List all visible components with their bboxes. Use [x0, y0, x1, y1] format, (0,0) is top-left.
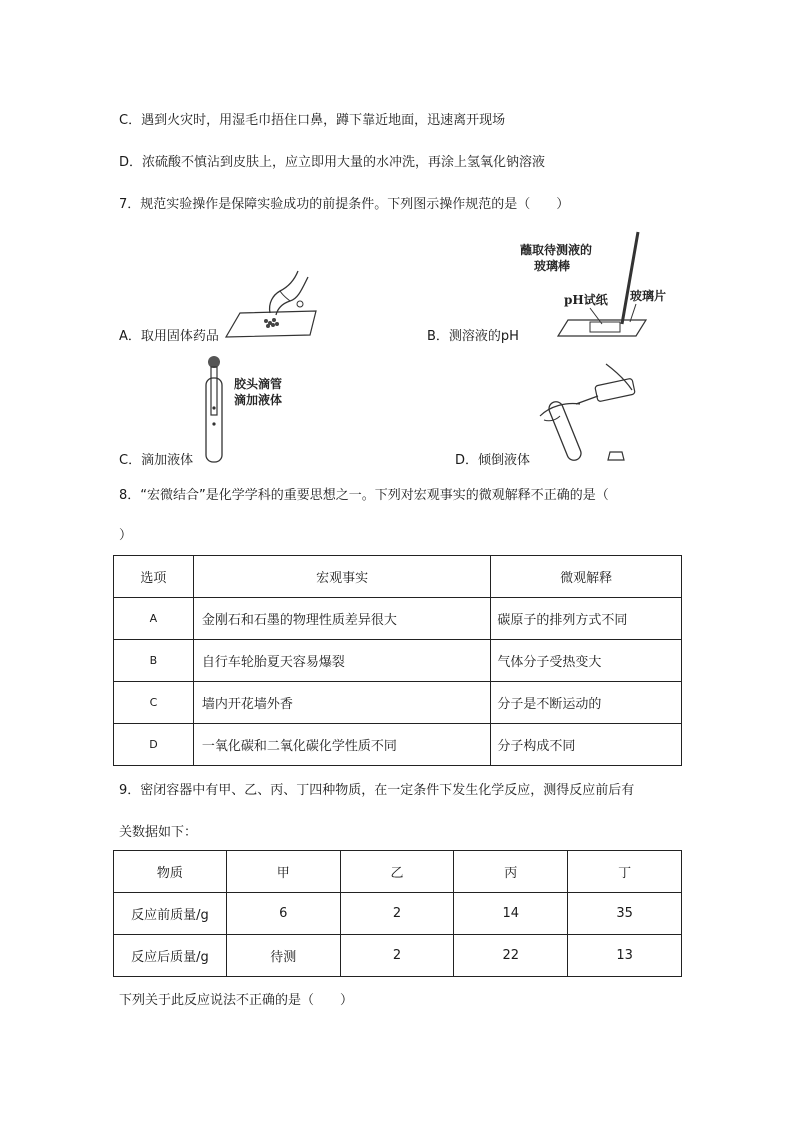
q6-option-d: D．浓硫酸不慎沾到皮肤上，应立即用大量的水冲洗，再涂上氢氧化钠溶液	[119, 155, 546, 170]
q9-cell: 22	[454, 935, 568, 977]
q8-cell-fact: 自行车轮胎夏天容易爆裂	[193, 640, 490, 682]
q8-cell-fact: 金刚石和石墨的物理性质差异很大	[193, 598, 490, 640]
label-glass-rod: 蘸取待测液的	[520, 243, 593, 257]
table-row	[114, 682, 682, 724]
q9-header-substance: 物质	[114, 851, 227, 893]
table-row	[114, 724, 682, 766]
q9-followup: 下列关于此反应说法不正确的是（ ）	[119, 993, 354, 1008]
table-row	[114, 893, 682, 935]
q9-table	[113, 850, 682, 977]
q8-cell-fact: 一氧化碳和二氧化碳化学性质不同	[193, 724, 490, 766]
figure-a-solid-sampling	[218, 263, 338, 343]
q9-cell: 14	[454, 893, 568, 935]
q7-option-c: C．滴加液体	[119, 453, 194, 468]
q8-table	[113, 555, 682, 766]
q7-option-b: B．测溶液的pH	[427, 329, 519, 344]
q8-cell-option: C	[114, 682, 194, 724]
q9-stem-line1: 9．密闭容器中有甲、乙、丙、丁四种物质，在一定条件下发生化学反应，测得反应前后有	[119, 783, 635, 798]
q7-option-d: D．倾倒液体	[455, 453, 531, 468]
table-row	[114, 935, 682, 977]
q9-row-label: 反应前质量/g	[114, 893, 227, 935]
q8-cell-option: A	[114, 598, 194, 640]
q8-cell-explanation: 分子构成不同	[491, 724, 682, 766]
q7-stem: 7．规范实验操作是保障实验成功的前提条件。下列图示操作规范的是（ ）	[119, 197, 570, 212]
q8-cell-explanation: 气体分子受热变大	[491, 640, 682, 682]
figure-c-dropper	[196, 354, 306, 466]
q8-stem-line2: ）	[119, 528, 133, 543]
q8-cell-fact: 墙内开花墙外香	[193, 682, 490, 724]
q8-cell-option: D	[114, 724, 194, 766]
q9-header-yi: 乙	[340, 851, 454, 893]
q8-cell-option: B	[114, 640, 194, 682]
q9-header-jia: 甲	[226, 851, 340, 893]
q9-stem-line2: 关数据如下：	[119, 825, 198, 840]
q9-cell: 2	[340, 935, 454, 977]
figure-d-pouring	[536, 360, 636, 464]
q8-header-explanation: 微观解释	[491, 556, 682, 598]
label-glass-plate: 玻璃片	[630, 289, 667, 303]
q9-cell: 6	[226, 893, 340, 935]
label-ph-paper: pH试纸	[564, 293, 608, 307]
q8-header-fact: 宏观事实	[193, 556, 490, 598]
q8-cell-explanation: 碳原子的排列方式不同	[491, 598, 682, 640]
q8-table-header	[114, 556, 682, 598]
table-row	[114, 598, 682, 640]
q9-cell: 2	[340, 893, 454, 935]
figure-b-ph-test	[518, 228, 667, 340]
q9-cell: 13	[568, 935, 682, 977]
q8-cell-explanation: 分子是不断运动的	[491, 682, 682, 724]
q9-cell: 35	[568, 893, 682, 935]
q9-cell: 待测	[226, 935, 340, 977]
q9-header-ding: 丁	[568, 851, 682, 893]
q8-header-option: 选项	[114, 556, 194, 598]
label-dropper: 胶头滴管	[234, 377, 283, 391]
label-glass-rod-2: 玻璃棒	[534, 259, 571, 273]
q8-stem-line1: 8．“宏微结合”是化学学科的重要思想之一。下列对宏观事实的微观解释不正确的是（	[119, 488, 609, 503]
q9-header-bing: 丙	[454, 851, 568, 893]
q7-option-a: A．取用固体药品	[119, 329, 219, 344]
q9-table-header	[114, 851, 682, 893]
q9-row-label: 反应后质量/g	[114, 935, 227, 977]
label-add-liquid: 滴加液体	[234, 393, 283, 407]
table-row	[114, 640, 682, 682]
q6-option-c: C．遇到火灾时，用湿毛巾捂住口鼻，蹲下靠近地面，迅速离开现场	[119, 113, 506, 128]
